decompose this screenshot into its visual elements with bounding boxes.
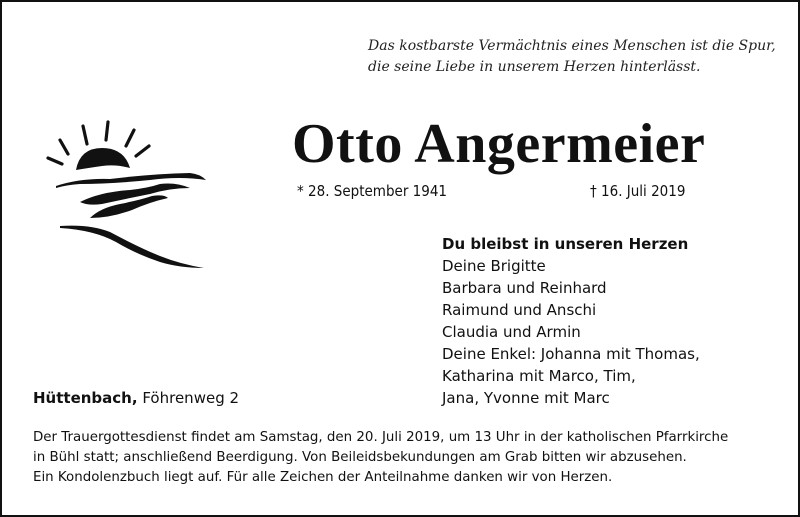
mourner-line: Barbara und Reinhard [442,279,607,297]
mourner-line: Katharina mit Marco, Tim, [442,367,636,385]
birth-date: * 28. September 1941 [297,182,447,200]
memorial-quote [368,36,776,78]
deceased-name: Otto Angermeier [292,113,706,175]
mourner-line: Jana, Yvonne mit Marc [442,389,610,407]
family-address [33,387,239,409]
quote-line: die seine Liebe in unserem Herzen hinterlässt. [368,59,701,75]
sunset-landscape-icon [40,118,210,273]
service-line: Der Trauergottesdienst findet am Samstag, den 20. Juli 2019, um 13 Uhr in der katholischen Pfarrkirche [33,430,729,445]
service-line: in Bühl statt; anschließend Beerdigung. Von Beileidsbekundungen am Grab bitten wir abzusehen. [33,450,687,465]
mourner-line: Deine Brigitte [442,257,546,275]
mourner-line: Raimund und Anschi [442,301,597,319]
service-details [33,428,728,488]
mourners-heading: Du bleibst in unseren Herzen [442,235,689,253]
death-date: † 16. Juli 2019 [590,182,686,200]
service-line: Ein Kondolenzbuch liegt auf. Für alle Zeichen der Anteilnahme danken wir von Herzen. [33,470,613,485]
address-street: Föhrenweg 2 [142,389,240,407]
address-place: Hüttenbach, [33,389,138,407]
mourner-line: Claudia und Armin [442,323,581,341]
mourner-line: Deine Enkel: Johanna mit Thomas, [442,345,700,363]
quote-line: Das kostbarste Vermächtnis eines Menschen ist die Spur, [368,38,776,54]
mourners-list [442,233,700,409]
